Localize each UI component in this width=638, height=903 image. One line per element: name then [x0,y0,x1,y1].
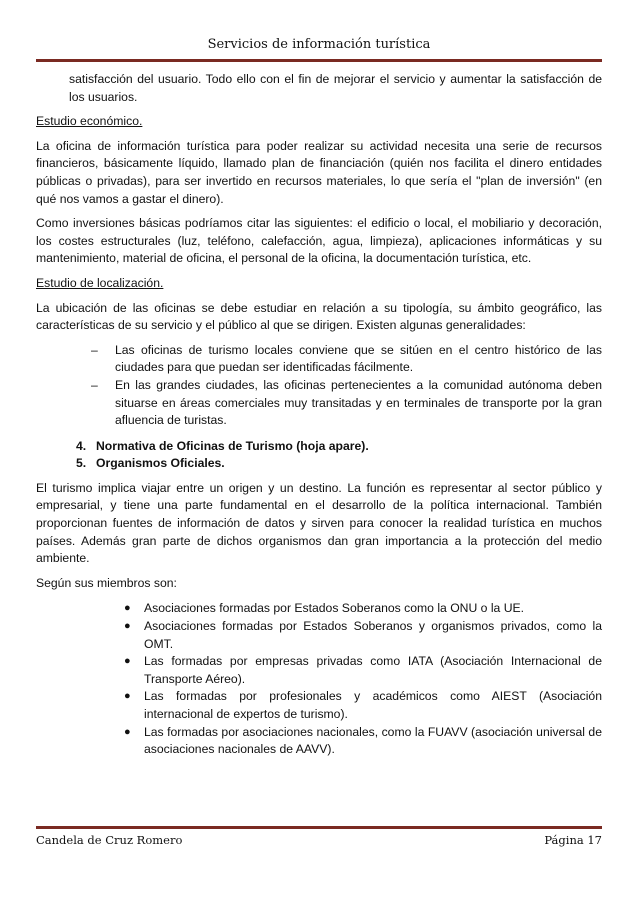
footer-page-number: Página 17 [544,833,602,847]
list-item [91,377,602,430]
header-rule [36,59,602,62]
paragraph-localizacion: La ubicación de las oficinas se debe estudiar en relación a su tipología, su ámbito geográfico, las características de su servicio y el público al que se dirigen. Existen algunas generalidades: [36,300,602,333]
list-item [124,688,602,723]
bullet-icon: ● [124,655,131,668]
list-item-text: Asociaciones formadas por Estados Soberanos como la ONU o la UE. [144,601,525,616]
bullet-icon: ● [124,725,131,738]
paragraph-turismo: El turismo implica viajar entre un origen y un destino. La función es representar al sector público y empresarial, y tiene una parte fundamental en el desarrollo de la política internacional. También proporcionan fuentes de información de datos y sirven para conocer la realidad turística en muchos países. Además gran parte de dichos organismos dan gran importancia a la protección del medio ambiente. [36,480,602,566]
list-item [124,600,602,618]
heading-estudio-localizacion: Estudio de localización. [36,275,164,290]
section-title: Organismos Oficiales. [96,456,225,471]
paragraph-miembros: Según sus miembros son: [36,575,177,590]
document-body [36,71,602,759]
list-item [124,618,602,653]
generalidades-list [36,342,602,430]
dash-marker: – [91,377,98,392]
list-item-text: Las formadas por empresas privadas como IATA (Asociación Internacional de Transporte Aéreo). [144,654,602,686]
bullet-icon: ● [124,620,131,633]
list-item [124,653,602,688]
bullet-icon: ● [124,602,131,615]
list-item [124,724,602,759]
list-item-text: En las grandes ciudades, las oficinas pertenecientes a la comunidad autónoma deben situarse en áreas comerciales muy transitadas y en terminales de transporte por la gran afluencia de turistas. [115,377,602,428]
item-number: 4. [76,438,87,453]
footer-rule [36,826,602,829]
heading-estudio-economico: Estudio económico. [36,114,143,129]
continuation-paragraph: satisfacción del usuario. Todo ello con el fin de mejorar el servicio y aumentar la satisfacción de los usuarios. [69,72,602,104]
list-item-text: Las formadas por asociaciones nacionales, como la FUAVV (asociación universal de asociaciones nacionales de AAVV). [144,724,602,757]
dash-marker: – [91,342,98,357]
item-number: 5. [76,456,87,471]
paragraph-economico-2: Como inversiones básicas podríamos citar las siguientes: el edificio o local, el mobiliario y decoración, los costes estructurales (luz, teléfono, calefacción, agua, limpieza), aplicaciones informáticas y su mantenimiento, material de oficina, el personal de la oficina, la documentación turística, etc. [36,216,602,266]
bullet-icon: ● [124,690,131,703]
list-item-text: Las oficinas de turismo locales conviene que se sitúen en el centro histórico de las ciudades para que puedan ser identificadas fácilmente. [115,342,602,375]
list-item-text: Asociaciones formadas por Estados Soberanos y organismos privados, como la OMT. [144,619,602,651]
numbered-sections-list [36,438,602,473]
paragraph-economico-1: La oficina de información turística para poder realizar su actividad necesita una serie de recursos financieros, básicamente líquido, llamado plan de financiación (quién nos facilita el dinero entidades públicas o privadas), para ser invertido en recursos materiales, lo que sería el "plan de inversión" (en qué nos vamos a gastar el dinero). [36,138,602,206]
footer-author: Candela de Cruz Romero [36,833,183,847]
section-title: Normativa de Oficinas de Turismo (hoja apare). [96,438,369,453]
miembros-list [36,600,602,758]
list-item-text: Las formadas por profesionales y académicos como AIEST (Asociación internacional de expertos de turismo). [144,689,602,721]
list-item [76,438,602,456]
list-item [91,342,602,377]
list-item [76,455,602,473]
page-header-title: Servicios de información turística [207,37,431,52]
